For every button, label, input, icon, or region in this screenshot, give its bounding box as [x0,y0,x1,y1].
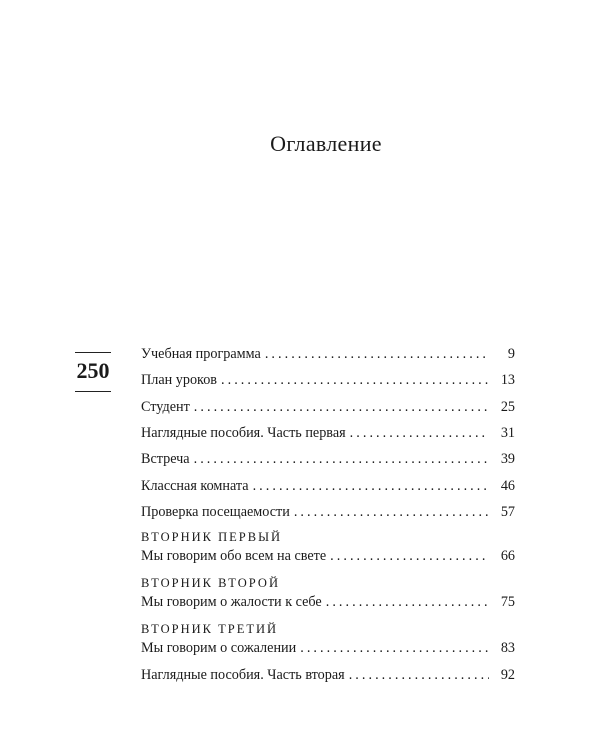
section-header: ВТОРНИК ВТОРОЙ [141,576,280,590]
dot-leader [349,666,489,684]
page-title: Оглавление [270,131,382,156]
toc-entry [141,666,515,684]
toc-entry [141,371,515,389]
toc-entry-page: 57 [500,504,515,520]
toc-entry [141,450,515,468]
toc-entry-title: Мы говорим о сожалении [141,640,297,656]
dot-leader [326,593,489,611]
dot-leader [221,371,489,389]
divider [75,352,111,353]
dot-leader [194,398,489,416]
toc-entry [141,503,515,521]
dot-leader [265,345,489,363]
dot-leader [300,639,489,657]
toc-entry-page: 92 [500,667,515,683]
toc-entry-title: Мы говорим обо всем на свете [141,548,327,564]
toc-entry [141,593,515,611]
toc-entry-page: 83 [500,640,515,656]
toc-entry-page: 31 [500,425,515,441]
page-number [74,352,112,392]
toc-entry-page: 25 [500,399,515,415]
toc-entry-title: Учебная программа [141,346,261,362]
section-header: ВТОРНИК ПЕРВЫЙ [141,530,283,544]
dot-leader [330,547,489,565]
dot-leader [253,477,489,495]
toc-entry-page: 66 [500,548,515,564]
toc-entry-title: План уроков [141,372,218,388]
toc-entry [141,398,515,416]
divider [75,391,111,392]
toc-entry [141,547,515,565]
toc-entry-title: Классная комната [141,478,249,494]
toc-entry-title: Наглядные пособия. Часть вторая [141,667,345,683]
toc-entry [141,639,515,657]
section-header: ВТОРНИК ТРЕТИЙ [141,622,279,636]
dot-leader [350,424,489,442]
toc-entry-page: 75 [500,594,515,610]
toc-entry [141,345,515,363]
toc-entry-title: Мы говорим о жалости к себе [141,594,322,610]
dot-leader [194,450,489,468]
toc-entry-page: 9 [507,346,515,362]
toc-entry-title: Наглядные пособия. Часть первая [141,425,346,441]
toc-entry-title: Студент [141,399,190,415]
toc-entry-page: 13 [500,372,515,388]
dot-leader [294,503,489,521]
page-number-text: 250 [76,358,110,383]
toc-entry [141,424,515,442]
toc-entry-title: Встреча [141,451,190,467]
toc-entry-page: 46 [500,478,515,494]
toc-entry [141,477,515,495]
toc-entry-title: Проверка посещаемости [141,504,290,520]
toc-entry-page: 39 [500,451,515,467]
